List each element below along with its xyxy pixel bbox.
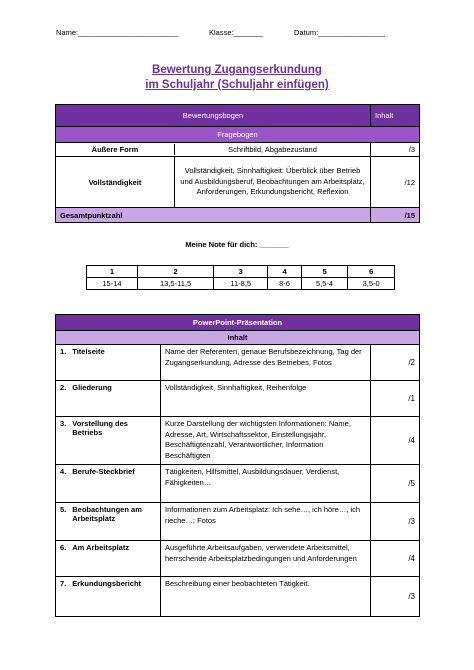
class-field: Klasse:_______ [209,28,263,37]
title-line-2: im Schuljahr (Schuljahr einfügen) [145,79,329,91]
range-5: 5,5-4 [301,278,348,290]
table1-section: Fragebogen [56,127,420,143]
row-number: 1. [60,347,67,356]
title-line-1: Bewertung Zugangserkundung [152,64,322,76]
range-6: 3,5-0 [348,278,395,290]
row-content: Beschreibung einer beobachteten Tätigkeit. [161,577,371,617]
table-row [56,417,420,465]
table-row [56,577,420,617]
table-row [56,541,420,577]
table1-row-aeussere-form [56,143,371,157]
row-content: Vollständigkeit, Sinnhaftigkeit: Überblick über Betrieb und Ausbildungsberuf, Beobachtungen am Arbeitsplatz, Anforderungen, Erkundungsbericht, Reflexion [180,166,365,197]
row-number: 3. [60,419,67,428]
total-label: Gesamtpunktzahl [56,208,371,223]
row-label: Am Arbeitsplatz [72,543,130,552]
grade-1: 1 [87,266,138,278]
row-points: /12 [371,157,420,208]
row-number: 4. [60,467,67,476]
date-field: Datum:________________ [294,28,385,37]
row-points: /2 [371,345,420,381]
table1-row-vollstaendigkeit [56,157,371,208]
grade-note: Meine Note für dich: _______ [185,240,289,249]
row-label: Beobachtungen am Arbeitsplatz [72,505,142,523]
row-points: /3 [371,577,420,617]
table-row [56,465,420,503]
row-points: /4 [371,541,420,577]
grade-2: 2 [137,266,213,278]
grade-3: 3 [214,266,268,278]
row-label-cell [56,577,161,617]
row-content: Tätigkeiten, Hilfsmittel, Ausbildungsdauer, Verdienst, Fähigkeiten… [161,465,371,503]
grade-6: 6 [348,266,395,278]
table3-section: Inhalt [56,331,420,345]
grade-scale-table [86,265,395,290]
row-points: /3 [371,143,420,157]
document-title [0,63,474,93]
row-label: Erkundungsbericht [72,579,142,588]
row-label: Vorstellung des Betriebs [72,419,128,437]
row-number: 6. [60,543,67,552]
row-label: Berufe-Steckbrief [72,467,135,476]
row-points: /4 [371,417,420,465]
row-number: 7. [60,579,67,588]
evaluation-table [55,104,420,223]
total-points: /15 [371,208,420,223]
range-4: 8-6 [268,278,301,290]
row-content: Informationen zum Arbeitsplatz: Ich sehe…, ich höre…, ich rieche…; Fotos [161,503,371,541]
grade-5: 5 [301,266,348,278]
row-label-cell [56,381,161,417]
row-points: /5 [371,465,420,503]
row-content: Ausgeführte Arbeitsaufgaben, verwendete Arbeitsmittel, herrschende Arbeitsplatzbedingungen und Anforderungen [161,541,371,577]
row-label: Gliederung [72,383,112,392]
row-label: Titelseite [72,347,105,356]
table-row [56,345,420,381]
range-3: 11-8,5 [214,278,268,290]
range-2: 13,5-11,5 [137,278,213,290]
table1-head-label: Bewertungsbogen [56,105,371,127]
table-row [56,503,420,541]
row-label-cell [56,541,161,577]
row-label-cell [56,465,161,503]
row-points: /1 [371,381,420,417]
row-number: 2. [60,383,67,392]
table1-head-right: Inhalt [371,105,420,127]
name-field: Name:________________________ [56,28,179,37]
range-1: 15-14 [87,278,138,290]
table3-head: PowerPoint-Präsentation [56,315,420,331]
row-label-cell [56,417,161,465]
row-label: Vollständigkeit [56,157,175,207]
row-label: Äußere Form [56,144,175,155]
grade-4: 4 [268,266,301,278]
row-label-cell [56,503,161,541]
presentation-table [55,314,420,617]
row-content: Kurze Darstellung der wichtigsten Informationen: Name, Adresse, Art, Wirtschaftssektor, Einstellungsjahr, Beschäftigtenzahl, Verantwortlicher, Information Beschäftigten [161,417,371,465]
row-content: Schriftbild, Abgabezustand [228,145,317,154]
row-points: /3 [371,503,420,541]
row-content: Vollständigkeit, Sinnhaftigkeit, Reihenfolge [161,381,371,417]
row-label-cell [56,345,161,381]
row-number: 5. [60,505,67,514]
row-content: Name der Referenten, genaue Berufsbezeichnung, Tag der Zugangserkundung, Adresse des Betriebes, Fotos [161,345,371,381]
table-row [56,381,420,417]
